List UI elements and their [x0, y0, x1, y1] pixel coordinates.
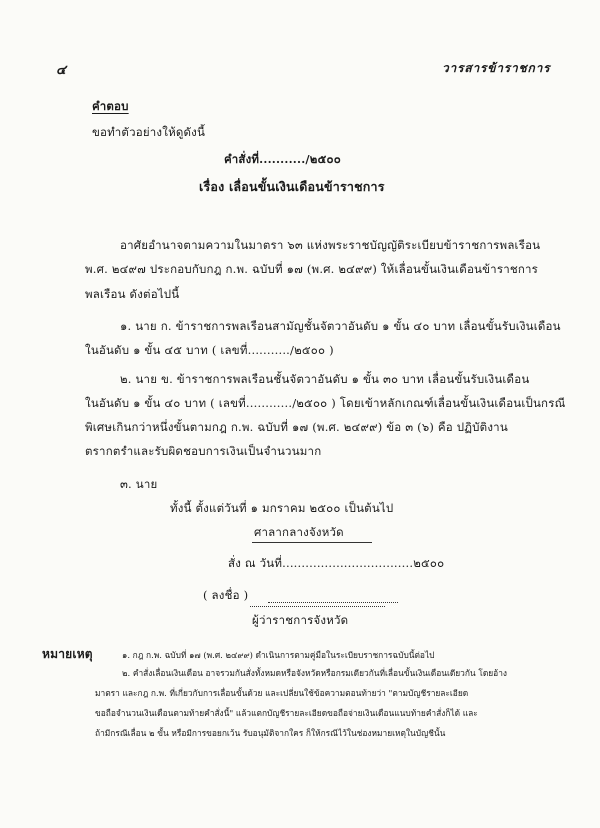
signature-line	[268, 602, 398, 603]
provincial-office: ศาลากลางจังหวัด	[254, 525, 344, 539]
order-date: สั่ง ณ วันที่..................................๒๕๐๐	[228, 556, 445, 570]
notes-label: หมายเหตุ	[42, 647, 93, 661]
preamble-line-1: อาศัยอำนาจตามความในมาตรา ๖๓ แห่งพระราชบัญญัติระเบียบข้าราชการพลเรือน	[120, 238, 541, 252]
answer-heading: คำตอบ	[92, 99, 129, 113]
effective-date: ทั้งนี้ ตั้งแต่วันที่ ๑ มกราคม ๒๕๐๐ เป็นต้นไป	[170, 501, 394, 515]
governor-title: ผู้ว่าราชการจังหวัด	[252, 613, 349, 627]
note-2-line-1: ๒. คำสั่งเลื่อนเงินเดือน อาจรวมกันสั่งทั้งหมดหรือจังหวัดหรือกรมเดียวกันที่เลื่อนขั้นเงินเดือนเดียวกัน โดยอ้าง	[122, 668, 507, 678]
order-subject: เรื่อง เลื่อนขั้นเงินเดือนข้าราชการ	[199, 179, 385, 194]
item-3: ๓. นาย	[120, 477, 158, 491]
item-2-line-1: ๒. นาย ข. ข้าราชการพลเรือนชั้นจัตวาอันดับ ๑ ขั้น ๓๐ บาท เลื่อนขั้นรับเงินเดือน	[120, 372, 530, 386]
preamble-line-3: พลเรือน ดังต่อไปนี้	[85, 287, 180, 301]
office-underline	[252, 542, 372, 543]
item-2-line-3: พิเศษเกินกว่าหนึ่งขั้นตามกฎ ก.พ. ฉบับที่ ๑๗ (พ.ศ. ๒๔๙๙) ข้อ ๓ (๖) คือ ปฏิบัติงาน	[85, 420, 508, 434]
order-title: คำสั่งที่.........../๒๕๐๐	[224, 152, 341, 166]
item-1-line-1: ๑. นาย ก. ข้าราชการพลเรือนสามัญชั้นจัตวาอันดับ ๑ ขั้น ๔๐ บาท เลื่อนขั้นรับเงินเดือน	[120, 319, 561, 333]
item-2-line-2: ในอันดับ ๑ ขั้น ๔๐ บาท ( เลขที่............/๒๕๐๐ ) โดยเข้าหลักเกณฑ์เลื่อนขั้นเงินเดือนเป็นกรณี	[85, 396, 566, 410]
preamble-line-2: พ.ศ. ๒๔๙๗ ประกอบกับกฎ ก.พ. ฉบับที่ ๑๗ (พ.ศ. ๒๔๙๙) ให้เลื่อนขั้นเงินเดือนข้าราชการ	[85, 262, 539, 276]
note-2-line-2: มาตรา และกฎ ก.พ. ที่เกี่ยวกับการเลื่อนขั้นด้วย และเปลี่ยนใช้ข้อความตอนท้ายว่า "ตามบัญชีรายละเอียด	[95, 688, 469, 698]
signature-label: ( ลงชื่อ )	[203, 588, 249, 602]
running-title: วารสารข้าราชการ	[442, 61, 551, 75]
item-2-line-4: ตรากตรำและรับผิดชอบการเงินเป็นจำนวนมาก	[85, 444, 322, 458]
note-1: ๑. กฎ ก.พ. ฉบับที่ ๑๗ (พ.ศ. ๒๔๙๙) ดำเนินการตามคู่มือในระเบียบราชการฉบับนี้ต่อไป	[122, 650, 435, 660]
note-2-line-3: ขอถือจำนวนเงินเดือนตามท้ายคำสั่งนี้" แล้วแตกบัญชีรายละเอียดขอถือจ่ายเงินเดือนแนบท้ายคำสั่งก็ได้ และ	[95, 708, 478, 718]
page-number: ๔	[56, 63, 67, 78]
note-2-line-4: ถ้ามีกรณีเลื่อน ๒ ขั้น หรือมีการขอยกเว้น รับอนุมัติจากใคร ก็ให้กรณีไว้ในช่องหมายเหตุในบัญชีนั้น	[95, 728, 446, 738]
intro-text: ขอทำตัวอย่างให้ดูดังนี้	[92, 125, 206, 139]
item-1-line-2: ในอันดับ ๑ ขั้น ๔๕ บาท ( เลขที่.........../๒๕๐๐ )	[85, 343, 334, 357]
governor-line	[250, 606, 385, 607]
